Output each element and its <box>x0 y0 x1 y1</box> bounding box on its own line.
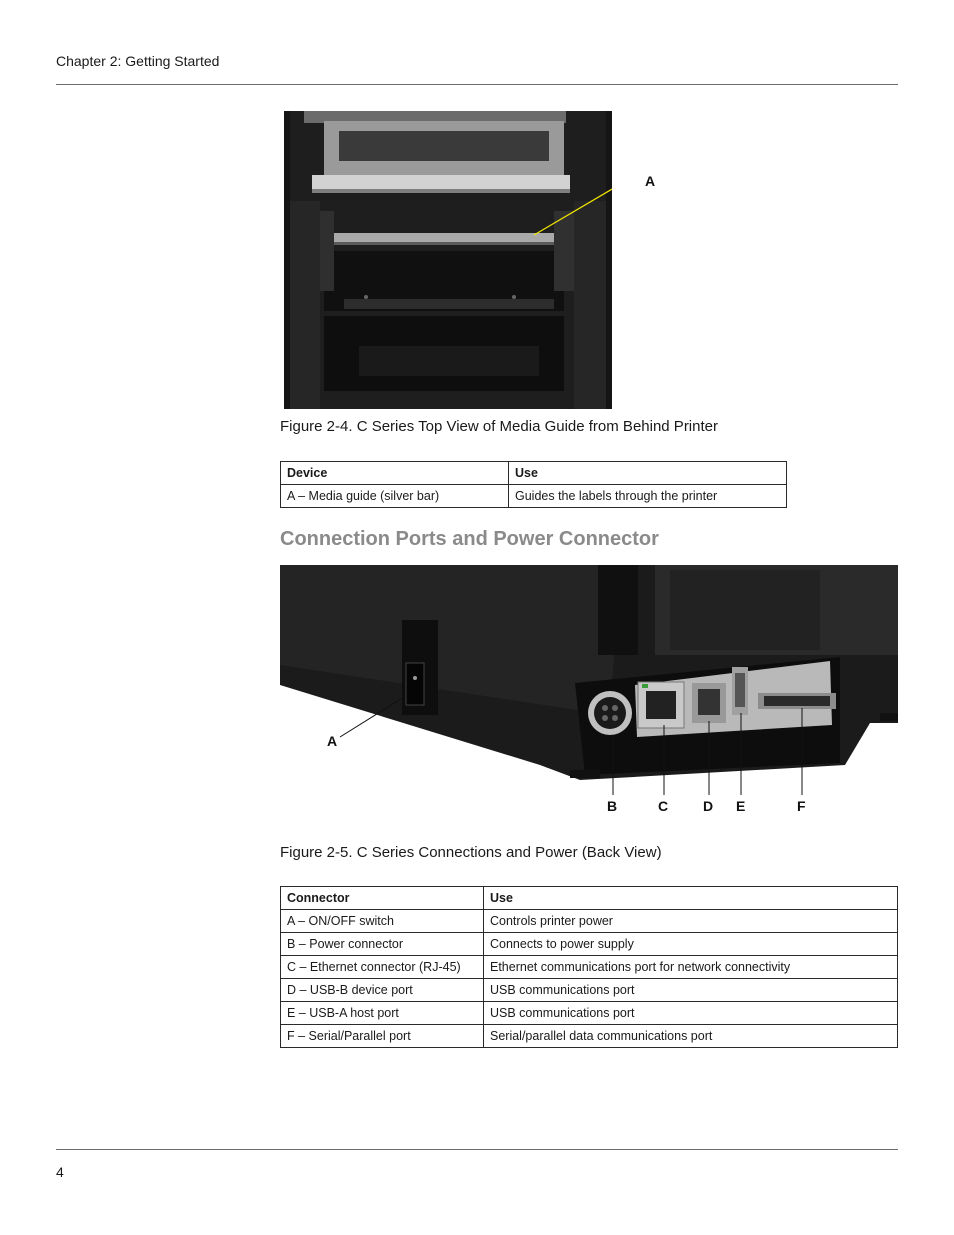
svg-text:C: C <box>658 798 669 814</box>
table-row <box>281 979 898 1002</box>
connector-table <box>280 886 898 1048</box>
svg-text:E: E <box>736 798 746 814</box>
table-cell: Controls printer power <box>484 910 898 933</box>
table-cell: Ethernet communications port for network connectivity <box>484 956 898 979</box>
device-table <box>280 461 787 508</box>
table-cell: USB communications port <box>484 1002 898 1025</box>
page-number: 4 <box>56 1164 64 1180</box>
table-cell: D – USB-B device port <box>281 979 484 1002</box>
table-header-row <box>281 462 787 485</box>
table-cell: F – Serial/Parallel port <box>281 1025 484 1048</box>
column-header-connector: Connector <box>281 887 484 910</box>
svg-text:B: B <box>607 798 618 814</box>
media-guide-photo <box>284 111 612 409</box>
footer-rule <box>56 1149 898 1150</box>
table-cell: E – USB-A host port <box>281 1002 484 1025</box>
connections-photo <box>280 565 898 830</box>
table-row <box>281 485 787 508</box>
svg-text:A: A <box>645 173 656 189</box>
figure-caption-2: Figure 2-5. C Series Connections and Power (Back View) <box>280 844 662 861</box>
svg-text:A: A <box>327 733 338 749</box>
figure-caption-1: Figure 2-4. C Series Top View of Media Guide from Behind Printer <box>280 418 718 435</box>
table-cell: A – Media guide (silver bar) <box>281 485 509 508</box>
table-cell: Connects to power supply <box>484 933 898 956</box>
column-header-use: Use <box>509 462 787 485</box>
svg-text:F: F <box>797 798 806 814</box>
table-cell: Guides the labels through the printer <box>509 485 787 508</box>
table-row <box>281 956 898 979</box>
table-cell: A – ON/OFF switch <box>281 910 484 933</box>
table-cell: B – Power connector <box>281 933 484 956</box>
table-row <box>281 910 898 933</box>
section-heading: Connection Ports and Power Connector <box>280 528 659 550</box>
column-header-device: Device <box>281 462 509 485</box>
table-cell: C – Ethernet connector (RJ-45) <box>281 956 484 979</box>
table-cell: USB communications port <box>484 979 898 1002</box>
svg-text:D: D <box>703 798 714 814</box>
callout-label-a-fig1 <box>640 168 660 192</box>
table-row <box>281 933 898 956</box>
table-row <box>281 1025 898 1048</box>
table-row <box>281 1002 898 1025</box>
running-header: Chapter 2: Getting Started <box>56 53 220 69</box>
column-header-use: Use <box>484 887 898 910</box>
table-cell: Serial/parallel data communications port <box>484 1025 898 1048</box>
header-rule <box>56 84 898 85</box>
table-header-row <box>281 887 898 910</box>
